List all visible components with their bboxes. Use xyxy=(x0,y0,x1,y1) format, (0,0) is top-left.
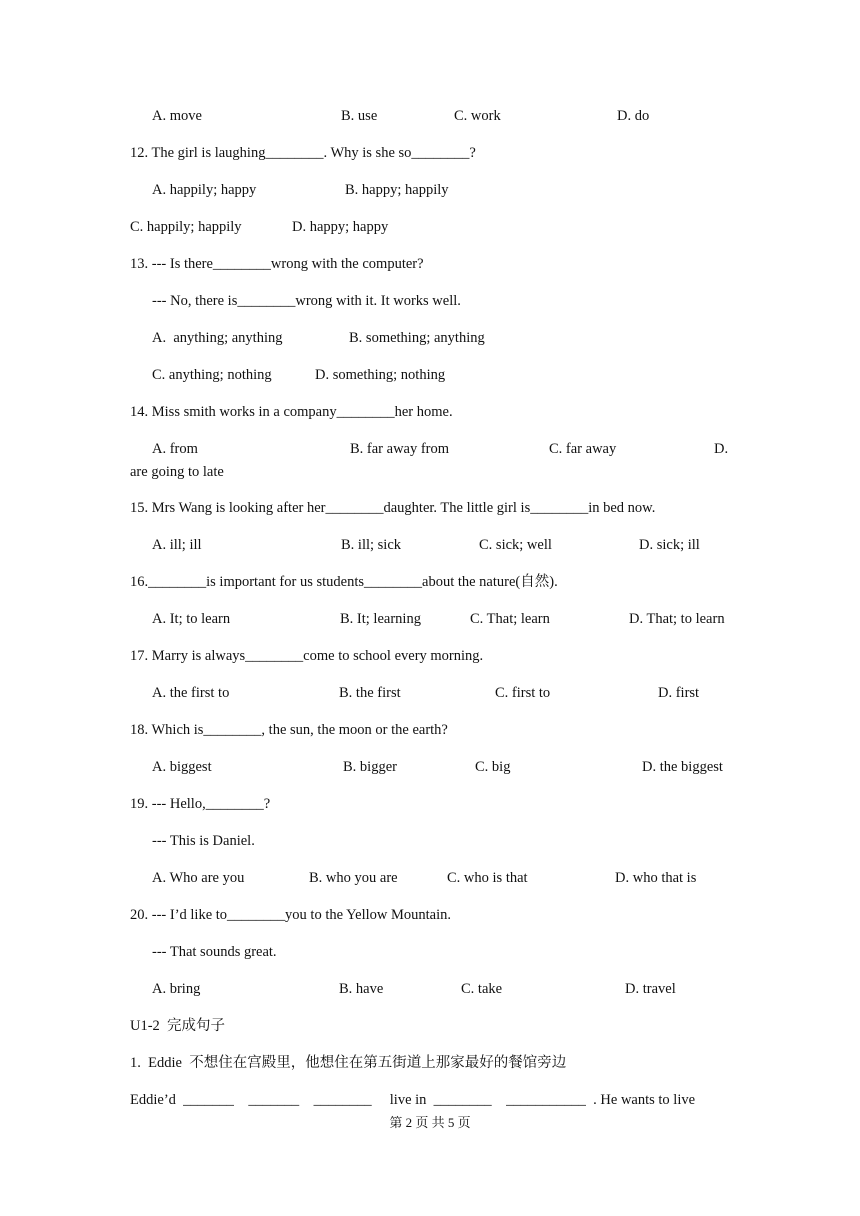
q15-option-b: B. ill; sick xyxy=(341,537,402,553)
q18-option-c: C. big xyxy=(475,759,511,775)
q18-stem: 18. Which is________, the sun, the moon or the earth? xyxy=(130,722,448,738)
section-item1-chinese: 1. Eddie 不想住在宫殿里，他想住在第五街道上那家最好的餐馆旁边 xyxy=(130,1055,567,1071)
q12-option-d: D. happy; happy xyxy=(292,219,389,235)
q20-option-d: D. travel xyxy=(625,981,676,997)
q16-option-c: C. That; learn xyxy=(470,611,550,627)
q19-reply: --- This is Daniel. xyxy=(152,833,255,849)
q12-option-a: A. happily; happy xyxy=(152,182,257,198)
q12-option-b: B. happy; happily xyxy=(345,182,449,198)
q14-stem: 14. Miss smith works in a company________her home. xyxy=(130,404,453,420)
q13-option-d: D. something; nothing xyxy=(315,367,446,383)
q13-option-c: C. anything; nothing xyxy=(152,367,272,383)
q17-option-a: A. the first to xyxy=(152,685,230,701)
q19-option-c: C. who is that xyxy=(447,870,528,886)
q13-option-b: B. something; anything xyxy=(349,330,485,346)
section-title: U1-2 完成句子 xyxy=(130,1018,226,1034)
q13-stem: 13. --- Is there________wrong with the computer? xyxy=(130,256,424,272)
q20-option-c: C. take xyxy=(461,981,503,997)
q18-option-d: D. the biggest xyxy=(642,759,723,775)
q11-option-d: D. do xyxy=(617,108,650,124)
q16-stem: 16.________is important for us students________about the nature(自然). xyxy=(130,574,558,590)
q13-reply: --- No, there is________wrong with it. It works well. xyxy=(152,293,461,309)
q15-option-d: D. sick; ill xyxy=(639,537,700,553)
q19-option-b: B. who you are xyxy=(309,870,398,886)
q15-stem: 15. Mrs Wang is looking after her________daughter. The little girl is________in bed now. xyxy=(130,500,656,516)
q11-option-c: C. work xyxy=(454,108,501,124)
q12-option-c: C. happily; happily xyxy=(130,219,242,235)
q20-reply: --- That sounds great. xyxy=(152,944,277,960)
q15-option-a: A. ill; ill xyxy=(152,537,202,553)
q13-option-a: A. anything; anything xyxy=(152,330,283,346)
q11-option-a: A. move xyxy=(152,108,202,124)
q20-stem: 20. --- I’d like to________you to the Yellow Mountain. xyxy=(130,907,451,923)
q18-option-b: B. bigger xyxy=(343,759,397,775)
q14-option-d: D. xyxy=(714,441,729,457)
q18-option-a: A. biggest xyxy=(152,759,212,775)
q20-option-b: B. have xyxy=(339,981,384,997)
q16-option-d: D. That; to learn xyxy=(629,611,725,627)
q16-option-b: B. It; learning xyxy=(340,611,421,627)
q11-option-b: B. use xyxy=(341,108,378,124)
q20-option-a: A. bring xyxy=(152,981,201,997)
q17-option-c: C. first to xyxy=(495,685,551,701)
q19-option-a: A. Who are you xyxy=(152,870,245,886)
q12-stem: 12. The girl is laughing________. Why is she so________? xyxy=(130,145,476,161)
section-item1-english: Eddie’d _______ _______ ________ live in ________ ___________ . He wants to live xyxy=(130,1092,696,1108)
q19-stem: 19. --- Hello,________? xyxy=(130,796,271,812)
q14-option-a: A. from xyxy=(152,441,198,457)
q14-option-d-continuation: are going to late xyxy=(130,464,224,480)
page-footer: 第 2 页 共 5 页 xyxy=(389,1115,471,1130)
q14-option-c: C. far away xyxy=(549,441,617,457)
q17-stem: 17. Marry is always________come to school every morning. xyxy=(130,648,484,664)
q19-option-d: D. who that is xyxy=(615,870,697,886)
q14-option-b: B. far away from xyxy=(350,441,450,457)
q15-option-c: C. sick; well xyxy=(479,537,552,553)
q17-option-d: D. first xyxy=(658,685,700,701)
q17-option-b: B. the first xyxy=(339,685,401,701)
q16-option-a: A. It; to learn xyxy=(152,611,231,627)
